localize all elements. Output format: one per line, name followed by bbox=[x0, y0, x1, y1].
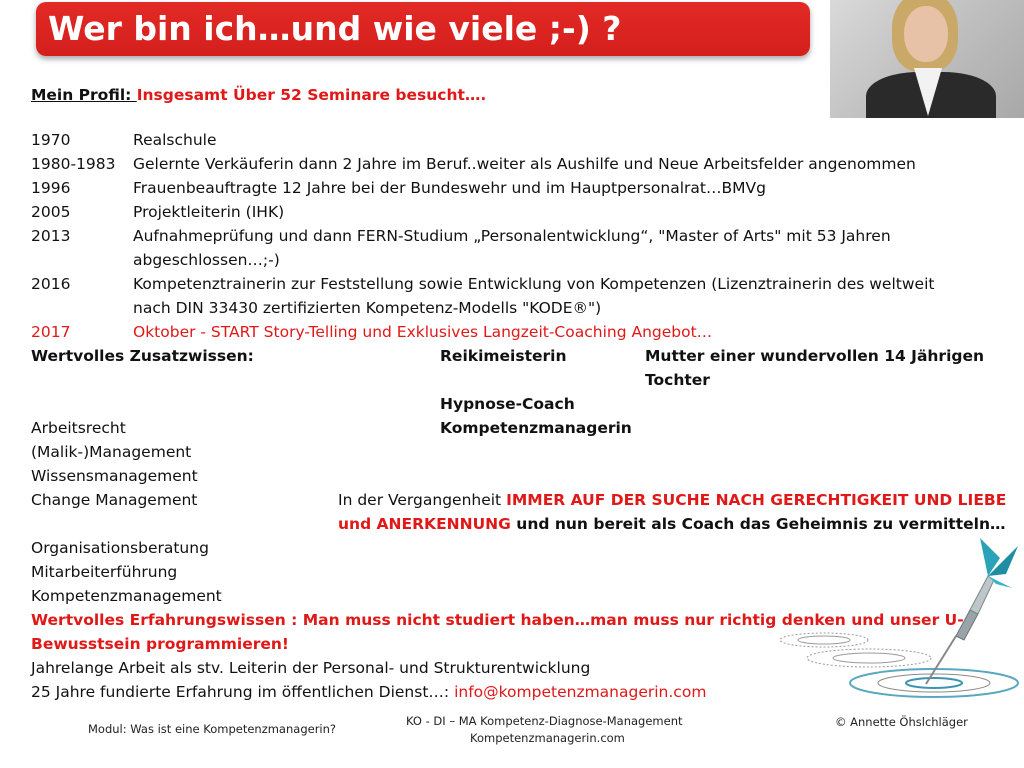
timeline-year: 2016 bbox=[31, 275, 71, 293]
profile-label: Mein Profil: bbox=[31, 86, 137, 104]
skill-item: Reikimeisterin bbox=[440, 347, 567, 365]
timeline-year: 2017 bbox=[31, 323, 71, 341]
topic-item: (Malik-)Management bbox=[31, 443, 192, 461]
skill-item: Kompetenzmanagerin bbox=[440, 419, 632, 437]
timeline-year: 2005 bbox=[31, 203, 71, 221]
experience-line: Bewusstsein programmieren! bbox=[31, 635, 289, 653]
timeline-text-continued: nach DIN 33430 zertifizierten Kompetenz-Modells "KODE®") bbox=[133, 299, 602, 317]
extra-heading: Wertvolles Zusatzwissen: bbox=[31, 347, 254, 365]
timeline-text: Gelernte Verkäuferin dann 2 Jahre im Beruf..weiter als Aushilfe und Neue Arbeitsfelder angenommen bbox=[133, 155, 916, 173]
topic-item: Wissensmanagement bbox=[31, 467, 198, 485]
footer-module: Modul: Was ist eine Kompetenzmanagerin? bbox=[88, 722, 337, 736]
mother-text-continued: Tochter bbox=[645, 371, 710, 389]
topic-item: Arbeitsrecht bbox=[31, 419, 126, 437]
timeline-text: Frauenbeauftragte 12 Jahre bei der Bundeswehr und im Hauptpersonalrat…BMVg bbox=[133, 179, 766, 197]
timeline-text: Realschule bbox=[133, 131, 217, 149]
title-banner bbox=[36, 2, 810, 56]
timeline-year: 1980-1983 bbox=[31, 155, 116, 173]
dart-icon bbox=[926, 538, 1018, 684]
experience-line bbox=[31, 680, 706, 704]
timeline-year: 1970 bbox=[31, 131, 71, 149]
past-intro: In der Vergangenheit bbox=[338, 491, 507, 509]
profile-text: Insgesamt Über 52 Seminare besucht…. bbox=[136, 86, 487, 104]
past-line-1 bbox=[338, 488, 1006, 512]
timeline-text: Projektleiterin (IHK) bbox=[133, 203, 285, 221]
experience-line: Wertvolles Erfahrungswissen : Man muss nicht studiert haben…man muss nur richtig denken und unser U- bbox=[31, 611, 964, 629]
topic-item: Mitarbeiterführung bbox=[31, 563, 178, 581]
footer-center-url: Kompetenzmanagerin.com bbox=[470, 731, 625, 745]
past-highlight-2: und ANERKENNUNG bbox=[338, 515, 511, 533]
timeline-text: Aufnahmeprüfung und dann FERN-Studium „Personalentwicklung“, "Master of Arts" mit 53 Jahren bbox=[133, 227, 891, 245]
profile-photo bbox=[830, 0, 1024, 118]
page-title: Wer bin ich…und wie viele ;-) ? bbox=[48, 9, 622, 48]
skill-item: Hypnose-Coach bbox=[440, 395, 575, 413]
past-highlight: IMMER AUF DER SUCHE NACH GERECHTIGKEIT UND LIEBE bbox=[506, 491, 1007, 509]
experience-text: 25 Jahre fundierte Erfahrung im öffentlichen Dienst…: bbox=[31, 683, 455, 701]
footer-copyright: © Annette Öhslchläger bbox=[835, 715, 968, 729]
timeline-text-continued: abgeschlossen…;-) bbox=[133, 251, 280, 269]
topic-item: Organisationsberatung bbox=[31, 539, 209, 557]
email-link[interactable]: info@kompetenzmanagerin.com bbox=[454, 683, 707, 701]
experience-line: Jahrelange Arbeit als stv. Leiterin der Personal- und Strukturentwicklung bbox=[31, 659, 591, 677]
footer-center-title: KO - DI – MA Kompetenz-Diagnose-Management bbox=[406, 714, 683, 728]
mother-text: Mutter einer wundervollen 14 Jährigen bbox=[645, 347, 985, 365]
timeline-year: 2013 bbox=[31, 227, 71, 245]
topic-item: Change Management bbox=[31, 491, 198, 509]
timeline-year: 1996 bbox=[31, 179, 71, 197]
topic-item: Kompetenzmanagement bbox=[31, 587, 222, 605]
dart-target-illustration bbox=[774, 518, 1024, 708]
past-rest: und nun bereit als Coach das Geheimnis zu vermitteln… bbox=[510, 515, 1006, 533]
profile-line bbox=[31, 83, 486, 107]
timeline-text: Kompetenztrainerin zur Feststellung sowie Entwicklung von Kompetenzen (Lizenztrainerin des weltweit bbox=[133, 275, 935, 293]
timeline-text: Oktober - START Story-Telling und Exklusives Langzeit-Coaching Angebot… bbox=[133, 323, 713, 341]
